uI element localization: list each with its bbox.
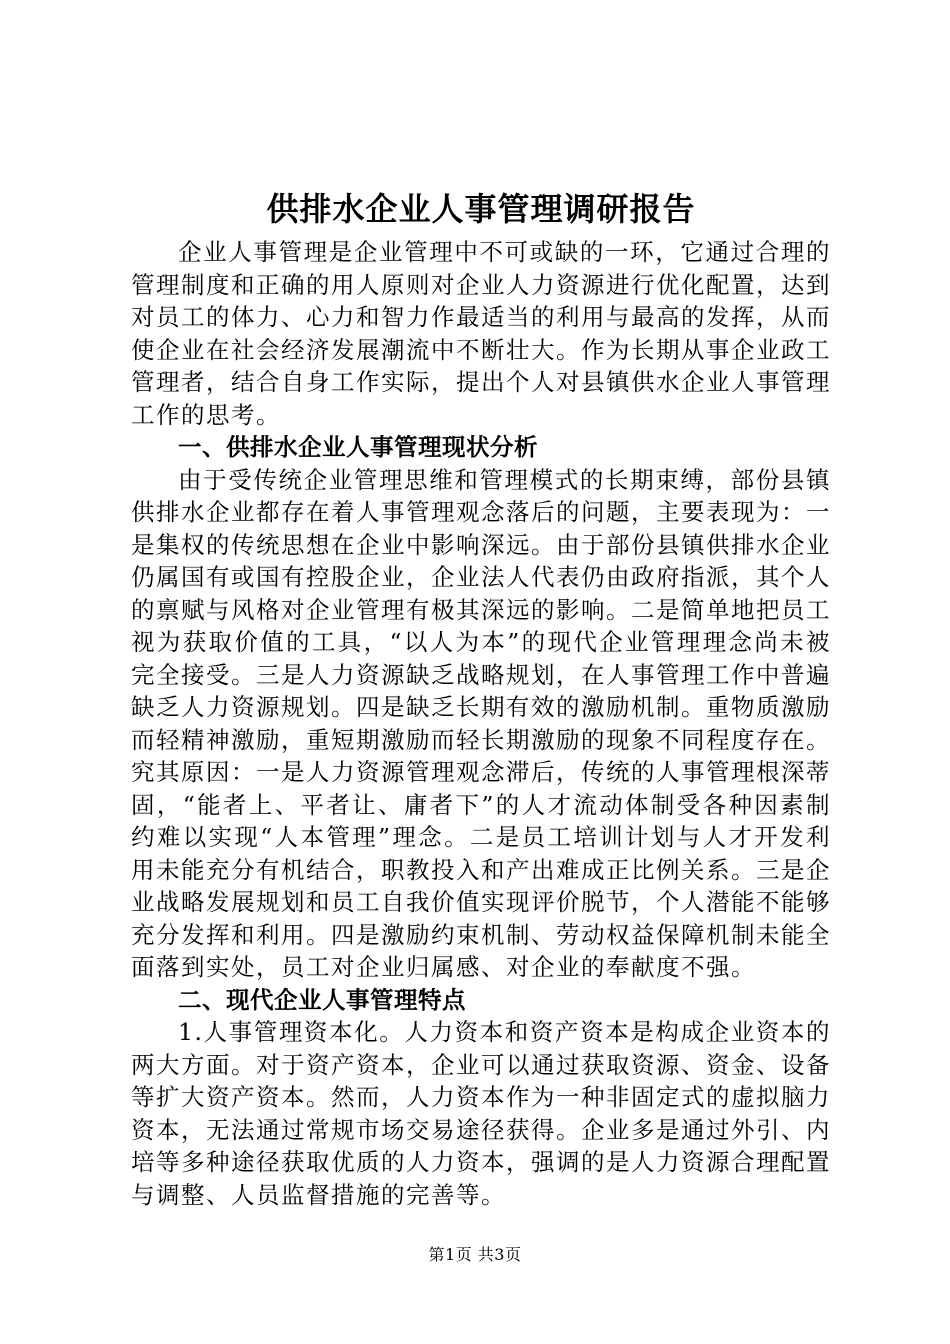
document-title: 供排水企业人事管理调研报告 <box>266 190 696 228</box>
page-footer: 第1页 共3页 <box>428 1245 522 1264</box>
section-heading-1: 一、供排水企业人事管理现状分析 <box>178 433 538 461</box>
document-body <box>131 182 831 1211</box>
intro-paragraph: 企业人事管理是企业管理中不可或缺的一环，它通过合理的管理制度和正确的用人原则对企业人力资源进行优化配置，达到对员工的体力、心力和智力作最适当的利用与最高的发挥，从而使企业在社会经济发展潮流中不断壮大。作为长期从事企业政工管理者，结合自身工作实际，提出个人对县镇供水企业人事管理工作的思考。 <box>131 238 831 429</box>
section-heading-2: 二、现代企业人事管理特点 <box>178 985 466 1014</box>
section-paragraph-1: 由于受传统企业管理思维和管理模式的长期束缚，部份县镇供排水企业都存在着人事管理观念落后的问题，主要表现为：一是集权的传统思想在企业中影响深远。由于部份县镇供排水企业仍属国有或国有控股企业，企业法人代表仍由政府指派，其个人的禀赋与风格对企业管理有极其深远的影响。二是简单地把员工视为获取价值的工具，“以人为本”的现代企业管理理念尚未被完全接受。三是人力资源缺乏战略规划，在人事管理工作中普遍缺乏人力资源规划。四是缺乏长期有效的激励机制。重物质激励而轻精神激励，重短期激励而轻长期激励的现象不同程度存在。究其原因：一是人力资源管理观念滞后，传统的人事管理根深蒂固，“能者上、平者让、庸者下”的人才流动体制受各种因素制约难以实现“人本管理”理念。二是员工培训计划与人才开发利用未能充分有机结合，职教投入和产出难成正比例关系。三是企业战略发展规划和员工自我价值实现评价脱节，个人潜能不能够充分发挥和利用。四是激励约束机制、劳动权益保障机制未能全面落到实处，员工对企业归属感、对企业的奉献度不强。 <box>131 465 831 981</box>
section-paragraph-2: 1.人事管理资本化。人力资本和资产资本是构成企业资本的两大方面。对于资产资本，企业可以通过获取资源、资金、设备等扩大资产资本。然而，人力资本作为一种非固定式的虚拟脑力资本，无法通过常规市场交易途径获得。企业多是通过外引、内培等多种途径获取优质的人力资本，强调的是人力资源合理配置与调整、人员监督措施的完善等。 <box>131 1018 831 1209</box>
